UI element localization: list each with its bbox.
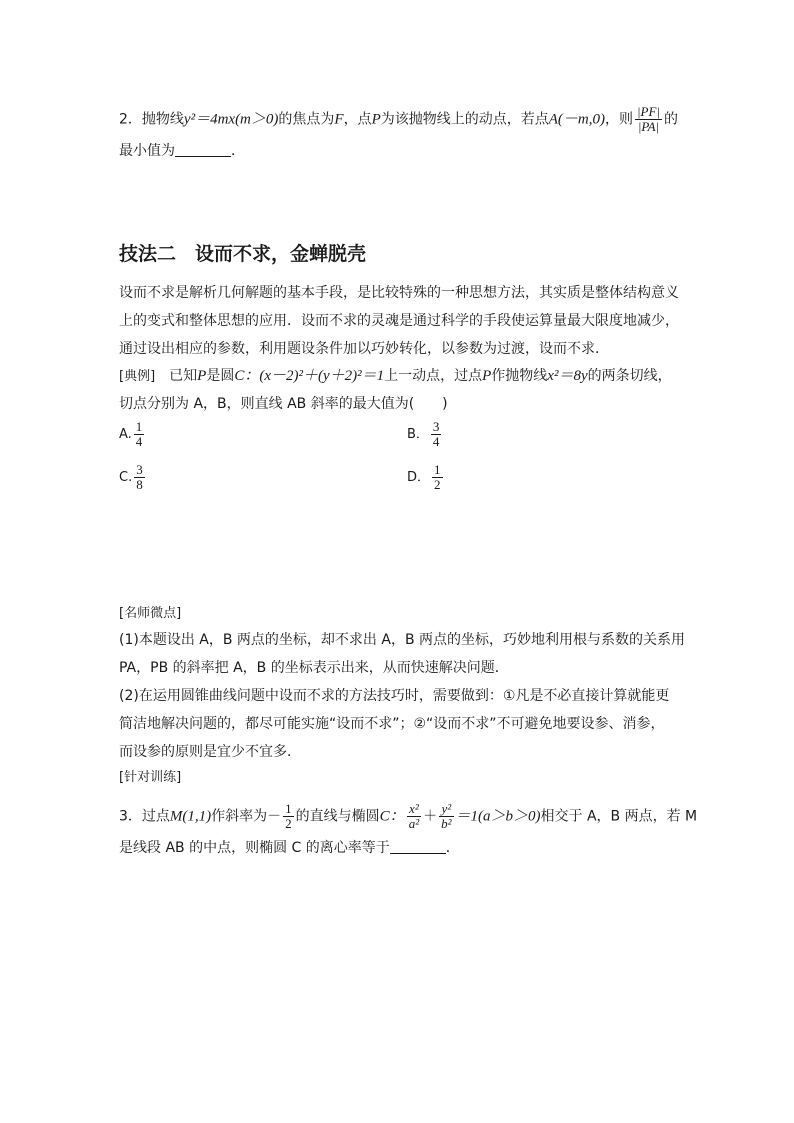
q2-equation: y²＝4mx(m＞0) [183,111,279,128]
option-a [119,420,146,449]
q3-frac-num: 1 [285,801,292,816]
q2-text: ，点 [343,111,372,128]
option-num: 1 [135,419,143,434]
question-2-line-1 [119,105,678,134]
option-num: 3 [432,419,440,434]
q2-frac-num: |PF| [636,104,661,119]
option-fraction [431,420,442,449]
example-var-p: P [482,368,492,384]
example-line-2: 切点分别为 A，B，则直线 AB 斜率的最大值为( ) [119,396,448,412]
example-tag: [典例] [119,369,156,384]
example-parabola-equation: x²＝8y [547,368,588,384]
q3-point-m: M(1,1) [169,808,212,825]
option-d [407,463,445,492]
q2-text: 的 [664,111,679,128]
example-var-p: P [197,368,207,384]
notes-line: (1)本题设出 A，B 两点的坐标，却不求出 A，B 两点的坐标，巧妙地利用根与系数的关系用 [119,632,685,648]
q3-text: 相交于 A，B 两点，若 M [540,808,698,825]
example-line-1 [119,366,672,387]
option-den: 4 [135,434,143,449]
q2-text: 的焦点为 [278,111,335,128]
answer-blank [175,142,231,157]
q3-plus: ＋ [423,808,438,825]
example-text: 已知 [155,368,198,384]
question-2-line-2: 最小值为 ． [119,143,245,159]
example-text: 上一动点，过点 [384,368,483,384]
section-paragraph-line: 通过设出相应的参数，利用题设条件加以巧妙转化，以参数为过渡，设而不求． [119,341,609,357]
option-c [119,463,147,492]
q3-ellipse-frac-x [407,802,421,831]
q3-slope-fraction [283,802,294,831]
question-3-line-1 [119,802,697,831]
q3-text: 作斜率为－ [211,808,282,825]
notes-tag: [名师微点] [119,606,182,621]
q3-text: 的直线与椭圆 [295,808,380,825]
q2-point-a: A(－m,0) [548,111,605,128]
example-text: 是圆 [206,368,235,384]
option-letter: B． [407,427,429,442]
option-num: 3 [136,462,143,477]
q3-frac-den: 2 [285,816,292,831]
q3-ellipse-label: C： [379,808,405,825]
q3-text: 是线段 AB 的中点，则椭圆 C 的离心率等于 [119,840,390,856]
notes-line: 简洁地解决问题的，都尽可能实施“设而不求”；②“设而不求”不可避免地要设参、消参， [119,716,665,732]
q2-text: 2．抛物线 [119,111,184,128]
q3-text: 3．过点 [119,808,170,825]
option-num: 1 [434,462,441,477]
option-den: 2 [434,477,441,492]
option-letter: D． [407,470,431,485]
q3-ellipse-frac-y [439,802,453,831]
q2-var-p: P [371,111,381,128]
notes-line: (2)在运用圆锥曲线问题中设而不求的方法技巧时，需要做到：①凡是不必直接计算就能更 [119,688,670,704]
option-b [407,420,443,449]
q2-text: ，则 [604,111,633,128]
option-letter: C. [119,470,133,485]
option-fraction [432,463,443,492]
q3-condition: ＝1(a＞b＞0) [455,808,541,825]
q3-frac-num: y² [439,802,453,817]
section-paragraph-line: 上的变式和整体思想的应用．设而不求的灵魂是通过科学的手段使运算量最大限度地减少， [119,313,679,329]
q3-frac-den: b² [441,816,452,831]
option-den: 4 [432,434,440,449]
example-text: 的两条切线， [587,368,672,384]
training-tag: [针对训练] [119,770,182,785]
option-fraction [134,463,145,492]
notes-line: 而设参的原则是宜少不宜多． [119,744,301,760]
example-circle-equation: C：(x－2)²＋(y＋2)²＝1 [234,368,385,384]
notes-line: PA，PB 的斜率把 A，B 的坐标表示出来，从而快速解决问题． [119,660,509,676]
option-fraction [134,420,145,449]
option-den: 8 [136,477,143,492]
question-3-line-2: 是线段 AB 的中点，则椭圆 C 的离心率等于 ． [119,840,460,856]
q3-frac-num: x² [407,802,421,817]
q2-fraction [635,105,662,134]
answer-blank [390,839,446,854]
q2-text: 最小值为 [119,143,175,159]
option-letter: A. [119,427,132,442]
q2-frac-den: |PA| [637,119,660,134]
q3-frac-den: a² [408,816,420,831]
q2-var-f: F [334,111,344,128]
section-paragraph-line: 设而不求是解析几何解题的基本手段，是比较特殊的一种思想方法，其实质是整体结构意义 [119,285,679,301]
example-text: 作抛物线 [491,368,548,384]
q2-text: 为该抛物线上的动点，若点 [380,111,549,128]
section-title: 技法二 设而不求，金蝉脱壳 [119,243,367,265]
